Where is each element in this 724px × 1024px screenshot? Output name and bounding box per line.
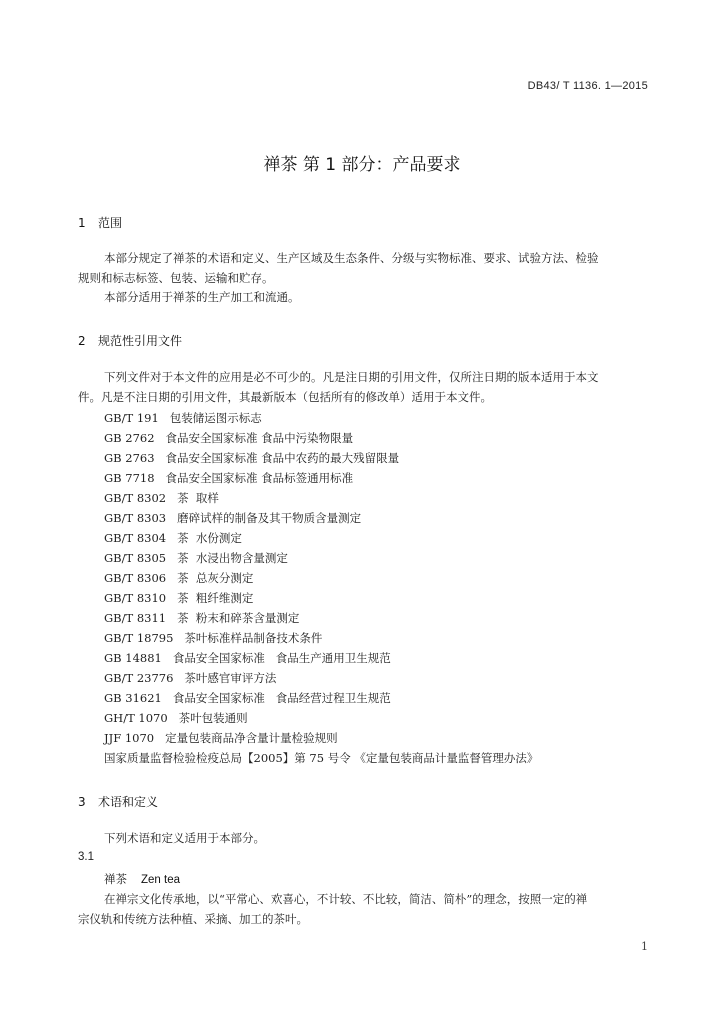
section-title: 规范性引用文件 bbox=[98, 334, 183, 348]
section-title: 术语和定义 bbox=[98, 795, 159, 809]
reference-item: GB/T 8306 茶 总灰分测定 bbox=[104, 571, 254, 585]
reference-item: 国家质量监督检验检疫总局【2005】第 75 号令 《定量包装商品计量监督管理办法》 bbox=[104, 751, 539, 765]
paragraph-line: 规则和标志标签、包装、运输和贮存。 bbox=[78, 270, 274, 285]
reference-item: GB/T 18795 茶叶标准样品制备技术条件 bbox=[104, 631, 323, 645]
terms-intro: 下列术语和定义适用于本部分。 bbox=[104, 831, 265, 845]
paragraph-line: 件。凡是不注日期的引用文件，其最新版本（包括所有的修改单）适用于本文件。 bbox=[78, 389, 492, 404]
term-definition bbox=[78, 890, 648, 929]
term-number: 3.1 bbox=[78, 851, 94, 863]
reference-item: GB 31621 食品安全国家标准 食品经营过程卫生规范 bbox=[104, 691, 391, 705]
reference-item: GB/T 23776 茶叶感官审评方法 bbox=[104, 671, 277, 685]
reference-item: GB 2763 食品安全国家标准 食品中农药的最大残留限量 bbox=[104, 451, 400, 465]
paragraph-line: 宗仪轨和传统方法种植、采摘、加工的茶叶。 bbox=[78, 911, 308, 926]
reference-item: GH/T 1070 茶叶包装通则 bbox=[104, 711, 248, 725]
section-number: 3 bbox=[78, 795, 86, 809]
references-intro bbox=[78, 368, 648, 407]
document-title: 禅茶 第 1 部分：产品要求 bbox=[263, 155, 461, 175]
paragraph-line: 下列文件对于本文件的应用是必不可少的。凡是注日期的引用文件，仅所注日期的版本适用于本文 bbox=[104, 370, 599, 384]
paragraph-line: 本部分规定了禅茶的术语和定义、生产区域及生态条件、分级与实物标准、要求、试验方法、检验 bbox=[104, 251, 599, 265]
scope-paragraph-1 bbox=[78, 249, 648, 308]
reference-item: GB/T 8302 茶 取样 bbox=[104, 491, 219, 505]
term-entry bbox=[104, 871, 180, 887]
term-english: Zen tea bbox=[141, 874, 180, 886]
reference-item: GB 2762 食品安全国家标准 食品中污染物限量 bbox=[104, 431, 354, 445]
reference-item: GB/T 191 包装储运图示标志 bbox=[104, 411, 262, 425]
reference-item: GB/T 8310 茶 粗纤维测定 bbox=[104, 591, 254, 605]
reference-item: JJF 1070 定量包装商品净含量计量检验规则 bbox=[104, 731, 338, 745]
page-number: 1 bbox=[641, 940, 648, 953]
section-2-heading bbox=[78, 332, 182, 349]
paragraph-line: 在禅宗文化传承地，以“平常心、欢喜心，不计较、不比较，简洁、简朴”的理念，按照一定的禅 bbox=[104, 892, 588, 906]
paragraph-line: 本部分适用于禅茶的生产加工和流通。 bbox=[104, 290, 300, 304]
reference-item: GB 7718 食品安全国家标准 食品标签通用标准 bbox=[104, 471, 354, 485]
term-chinese: 禅茶 bbox=[104, 872, 127, 886]
reference-item: GB/T 8304 茶 水份测定 bbox=[104, 531, 242, 545]
section-1-heading bbox=[78, 214, 122, 231]
section-number: 1 bbox=[78, 216, 86, 230]
section-title: 范围 bbox=[98, 216, 123, 230]
reference-item: GB/T 8303 磨碎试样的制备及其干物质含量测定 bbox=[104, 511, 362, 525]
standard-code: DB43/ T 1136. 1—2015 bbox=[527, 80, 648, 92]
section-number: 2 bbox=[78, 334, 86, 348]
reference-item: GB 14881 食品安全国家标准 食品生产通用卫生规范 bbox=[104, 651, 391, 665]
reference-item: GB/T 8305 茶 水浸出物含量测定 bbox=[104, 551, 288, 565]
section-3-heading bbox=[78, 793, 158, 810]
reference-item: GB/T 8311 茶 粉末和碎茶含量测定 bbox=[104, 611, 300, 625]
